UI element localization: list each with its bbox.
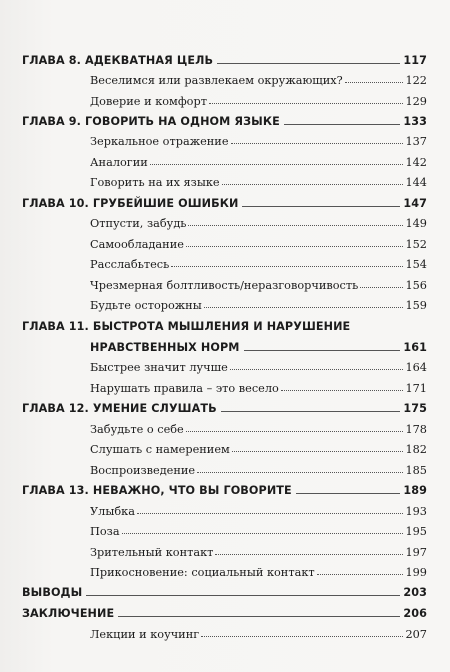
page-number: 129 — [405, 94, 427, 108]
entry-title: Чрезмерная болтливость/неразговорчивость — [90, 278, 359, 292]
toc-entry — [90, 127, 427, 147]
toc-chapter-9 — [22, 107, 427, 127]
toc-entry — [90, 209, 427, 229]
page-number: 159 — [405, 298, 427, 312]
page-number: 199 — [405, 565, 427, 579]
entry-title: Лекции и коучинг — [90, 627, 200, 641]
toc-entry — [90, 168, 427, 188]
entry-title: Самообладание — [90, 237, 184, 251]
page-number: 152 — [405, 237, 427, 251]
toc-entry — [90, 456, 427, 476]
page-number: 206 — [403, 606, 427, 620]
toc-chapter-12 — [22, 394, 427, 414]
page-number: 137 — [405, 134, 427, 148]
toc-entry — [90, 291, 427, 311]
page-number: 133 — [403, 114, 427, 128]
entry-title: Говорить на их языке — [90, 175, 220, 189]
toc-entry — [90, 250, 427, 270]
toc-entry — [90, 558, 427, 578]
entry-title: Отпусти, забудь — [90, 216, 187, 230]
toc-entry — [90, 374, 427, 394]
toc-chapter-13 — [22, 476, 427, 496]
page-number: 195 — [405, 524, 427, 538]
chapter-title: ГЛАВА 13. НЕВАЖНО, ЧТО ВЫ ГОВОРИТЕ — [22, 483, 292, 497]
page-number: 161 — [403, 340, 427, 354]
toc-chapter-10 — [22, 189, 427, 209]
entry-title: Зеркальное отражение — [90, 134, 229, 148]
entry-title: Доверие и комфорт — [90, 94, 207, 108]
page-number: 149 — [405, 216, 427, 230]
page-number: 175 — [403, 401, 427, 415]
page-number: 144 — [405, 175, 427, 189]
entry-title: Быстрее значит лучше — [90, 360, 228, 374]
page-number: 171 — [405, 381, 427, 395]
page-number: 164 — [405, 360, 427, 374]
toc-conclusions — [22, 578, 427, 598]
toc-entry — [90, 230, 427, 250]
toc-chapter-11 — [22, 312, 427, 332]
toc-entry — [90, 353, 427, 373]
page-number: 182 — [405, 442, 427, 456]
page-number: 142 — [405, 155, 427, 169]
entry-title: Расслабьтесь — [90, 257, 170, 271]
page-number: 197 — [405, 545, 427, 559]
toc-entry — [90, 271, 427, 291]
toc-entry — [90, 87, 427, 107]
entry-title: Забудьте о себе — [90, 422, 184, 436]
entry-title: Прикосновение: социальный контакт — [90, 565, 315, 579]
toc-entry — [90, 538, 427, 558]
toc-entry — [90, 415, 427, 435]
page-number: 189 — [403, 483, 427, 497]
entry-title: Слушать с намерением — [90, 442, 230, 456]
toc-chapter-11-cont — [90, 333, 427, 353]
page-number: 185 — [405, 463, 427, 477]
toc-epilogue — [22, 599, 427, 619]
chapter-title: ГЛАВА 9. ГОВОРИТЬ НА ОДНОМ ЯЗЫКЕ — [22, 114, 280, 128]
chapter-title: ЗАКЛЮЧЕНИЕ — [22, 606, 115, 620]
page-number: 147 — [403, 196, 427, 210]
page-number: 178 — [405, 422, 427, 436]
toc-entry — [90, 148, 427, 168]
chapter-title: ГЛАВА 11. БЫСТРОТА МЫШЛЕНИЯ И НАРУШЕНИЕ — [22, 319, 351, 333]
entry-title: Веселимся или развлекаем окружающих? — [90, 73, 343, 87]
entry-title: Улыбка — [90, 504, 135, 518]
page-number: 203 — [403, 585, 427, 599]
toc-entry — [90, 497, 427, 517]
page-number: 122 — [405, 73, 427, 87]
page-number: 207 — [405, 627, 427, 641]
entry-title: Нарушать правила – это весело — [90, 381, 279, 395]
page-number: 156 — [405, 278, 427, 292]
toc-entry — [90, 620, 427, 640]
chapter-title: ВЫВОДЫ — [22, 585, 83, 599]
chapter-title: ГЛАВА 12. УМЕНИЕ СЛУШАТЬ — [22, 401, 217, 415]
entry-title: Воспроизведение — [90, 463, 196, 477]
entry-title: Зрительный контакт — [90, 545, 214, 559]
toc-entry — [90, 435, 427, 455]
toc-entry — [90, 517, 427, 537]
page-number: 154 — [405, 257, 427, 271]
entry-title: Поза — [90, 524, 120, 538]
chapter-title: ГЛАВА 10. ГРУБЕЙШИЕ ОШИБКИ — [22, 196, 239, 210]
entry-title: Будьте осторожны — [90, 298, 202, 312]
chapter-title-continued: НРАВСТВЕННЫХ НОРМ — [90, 340, 240, 354]
chapter-title: ГЛАВА 8. АДЕКВАТНАЯ ЦЕЛЬ — [22, 53, 214, 67]
page-number: 117 — [403, 53, 427, 67]
toc-entry — [90, 66, 427, 86]
page-number: 193 — [405, 504, 427, 518]
toc-chapter-8 — [22, 46, 427, 66]
entry-title: Аналогии — [90, 155, 148, 169]
